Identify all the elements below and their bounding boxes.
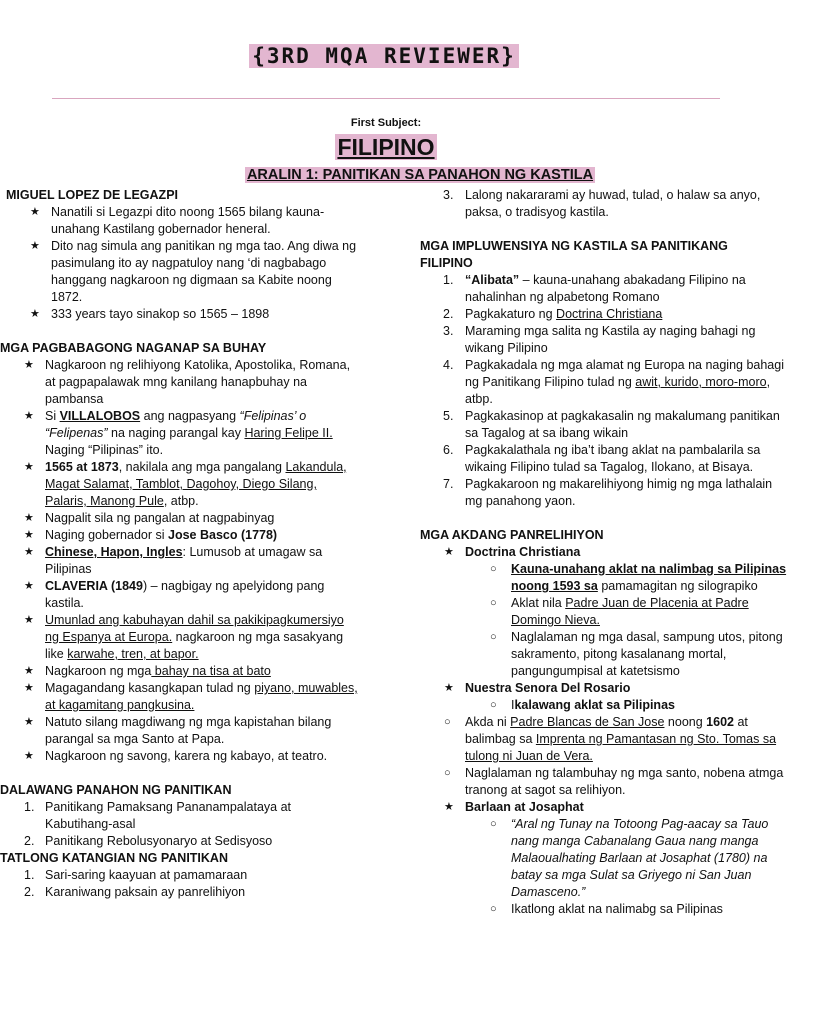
- circle-bullet-icon: ○: [490, 597, 497, 609]
- star-bullet-icon: ★: [444, 801, 454, 813]
- star-bullet-icon: ★: [24, 546, 34, 558]
- list-item: ★ Nagkaroon ng mga bahay na tisa at bato: [24, 664, 271, 678]
- sub-list-item: ○ Kauna-unahang aklat na nalimbag sa Pilipinas noong 1593 sa pamamagitan ng silograpiko: [490, 562, 787, 593]
- list-item: 1. “Alibata” – kauna-unahang abakadang Filipino na nahalinhan ng alpabetong Romano: [443, 273, 746, 304]
- star-bullet-icon: ★: [24, 682, 34, 694]
- sub-list-item: ○ Naglalaman ng talambuhay ng mga santo, nobena atmga tranong at sagot sa relihiyon.: [444, 766, 784, 797]
- list-item: ★ Si VILLALOBOS ang nagpasyang “Felipinas’ o “Felipenas” na naging parangal kay Haring Felipe II. Naging “Pilipinas” ito.: [24, 409, 333, 457]
- list-item: ★ Nanatili si Legazpi dito noong 1565 bilang kauna-unahang Kastilang gobernador heneral.: [30, 205, 325, 236]
- lesson-title: ARALIN 1: PANITIKAN SA PANAHON NG KASTILA: [246, 167, 594, 183]
- sub-list-item: ○ Akda ni Padre Blancas de San Jose noong 1602 at balimbag sa Imprenta ng Pamantasan ng Sto. Tomas sa tulong ni Juan de Vera.: [444, 715, 777, 763]
- list-item: ★ Doctrina Christiana: [444, 545, 581, 559]
- section-heading-dalawang: DALAWANG PANAHON NG PANITIKAN: [0, 783, 232, 797]
- star-bullet-icon: ★: [24, 529, 34, 541]
- list-item: 6. Pagkakalathala ng iba’t ibang aklat na pambalarila sa wikaing Filipino tulad sa Tagalog, Ilokano, at Bisaya.: [443, 443, 761, 474]
- section-heading-legazpi: MIGUEL LOPEZ DE LEGAZPI: [6, 188, 179, 202]
- list-item: 1. Sari-saring kaayuan at pamamaraan: [24, 868, 248, 882]
- section-heading-impluwensiya: MGA IMPLUWENSIYA NG KASTILA SA PANITIKANG FILIPINO: [420, 239, 728, 270]
- subject-title: FILIPINO: [337, 134, 435, 160]
- star-bullet-icon: ★: [24, 665, 34, 677]
- circle-bullet-icon: ○: [490, 563, 497, 575]
- list-item: 4. Pagkakadala ng mga alamat ng Europa na naging bahagi ng Panitikang Filipino tulad ng awit, kurido, moro-moro, atbp.: [443, 358, 784, 406]
- star-bullet-icon: ★: [24, 716, 34, 728]
- star-bullet-icon: ★: [24, 512, 34, 524]
- list-item: ★ Natuto silang magdiwang ng mga kapistahan bilang parangal sa mga Santo at Papa.: [24, 715, 332, 746]
- list-item: 3. Lalong nakararami ay huwad, tulad, o halaw sa anyo, paksa, o tradisyog kastila.: [443, 188, 761, 219]
- star-bullet-icon: ★: [24, 410, 34, 422]
- right-column: [420, 187, 790, 918]
- circle-bullet-icon: ○: [490, 631, 497, 643]
- star-bullet-icon: ★: [30, 308, 40, 320]
- list-item: 7. Pagkakaroon ng makarelihiyong himig ng mga lathalain mg panahong yaon.: [443, 477, 773, 508]
- list-item: 5. Pagkakasinop at pagkakasalin ng makalumang panitikan sa Tagalog at sa ibang wikain: [443, 409, 780, 440]
- list-item: ★ Chinese, Hapon, Ingles: Lumusob at umagaw sa Pilipinas: [24, 545, 323, 576]
- star-bullet-icon: ★: [24, 461, 34, 473]
- list-item: 2. Panitikang Rebolusyonaryo at Sedisyoso: [24, 834, 273, 848]
- list-item: ★ Nagkaroon ng relihiyong Katolika, Apostolika, Romana, at pagpapalawak mng kanilang hanapbuhay na pambansa: [24, 358, 351, 406]
- list-item: ★ Barlaan at Josaphat: [444, 800, 584, 814]
- star-bullet-icon: ★: [24, 359, 34, 371]
- star-bullet-icon: ★: [30, 206, 40, 218]
- section-heading-tatlong: TATLONG KATANGIAN NG PANITIKAN: [0, 851, 228, 865]
- star-bullet-icon: ★: [444, 682, 454, 694]
- first-subject-label: First Subject:: [350, 117, 422, 129]
- list-item: 1. Panitikang Pamaksang Pananampalataya at Kabutihang-asal: [24, 800, 291, 831]
- circle-bullet-icon: ○: [490, 699, 497, 711]
- circle-bullet-icon: ○: [444, 716, 451, 728]
- circle-bullet-icon: ○: [490, 818, 497, 830]
- star-bullet-icon: ★: [24, 580, 34, 592]
- circle-bullet-icon: ○: [444, 767, 451, 779]
- list-item: ★ Naging gobernador si Jose Basco (1778): [24, 528, 278, 542]
- circle-bullet-icon: ○: [490, 903, 497, 915]
- star-bullet-icon: ★: [30, 240, 40, 252]
- divider: [52, 98, 720, 99]
- list-item: ★ 333 years tayo sinakop so 1565 – 1898: [30, 307, 270, 321]
- sub-list-item: ○ Naglalaman ng mga dasal, sampung utos, pitong sakramento, pitong kasalanang mortal, pangungumpisal at katetsismo: [490, 630, 783, 678]
- list-item: ★ CLAVERIA (1849) – nagbigay ng apelyidong pang kastila.: [24, 579, 325, 610]
- star-bullet-icon: ★: [24, 614, 34, 626]
- list-item: 3. Maraming mga salita ng Kastila ay naging bahagi ng wikang Pilipino: [443, 324, 756, 355]
- list-item: 2. Pagkakaturo ng Doctrina Christiana: [443, 307, 663, 321]
- list-item: ★ Nagpalit sila ng pangalan at nagpabinyag: [24, 511, 275, 525]
- list-item: ★ Umunlad ang kabuhayan dahil sa pakikipagkumersiyo ng Espanya at Europa. nagkaroon ng mga sasakyang like karwahe, tren, at bapor.: [24, 613, 344, 661]
- list-item: ★ Nuestra Senora Del Rosario: [444, 681, 631, 695]
- star-bullet-icon: ★: [444, 546, 454, 558]
- list-item: ★ Magagandang kasangkapan tulad ng piyano, muwables, at kagamitang pangkusina.: [24, 681, 358, 712]
- list-item: ★ 1565 at 1873, nakilala ang mga pangalang Lakandula, Magat Salamat, Tamblot, Dagohoy, Diego Silang, Palaris, Manong Pule, atbp.: [24, 460, 347, 508]
- section-heading-pagbabago: MGA PAGBABAGONG NAGANAP SA BUHAY: [0, 341, 267, 355]
- sub-list-item: ○ “Aral ng Tunay na Totoong Pag-aacay sa Tauo nang manga Cabanalang Gaua nang manga Malaoualhating Barlaan at Josaphat (1780) na batay sa mga Sulat sa Griyego ni San Juan Damasceno.”: [490, 817, 769, 899]
- document-title: {3RD MQA REVIEWER}: [0, 44, 768, 68]
- list-item: 2. Karaniwang paksain ay panrelihiyon: [24, 885, 246, 899]
- sub-list-item: ○ Ikatlong aklat na nalimabg sa Pilipinas: [490, 902, 723, 916]
- star-bullet-icon: ★: [24, 750, 34, 762]
- sub-list-item: ○ Ikalawang aklat sa Pilipinas: [490, 698, 675, 712]
- sub-list-item: ○ Aklat nila Padre Juan de Placenia at Padre Domingo Nieva.: [490, 596, 749, 627]
- list-item: ★ Nagkaroon ng savong, karera ng kabayo, at teatro.: [24, 749, 328, 763]
- left-column: [0, 187, 360, 901]
- list-item: ★ Dito nag simula ang panitikan ng mga tao. Ang diwa ng pasimulang ito ay nagpatuloy nang ‘di nagbabago hanggang nagkaroon ng digmaan sa Kabite noong 1872.: [30, 239, 357, 304]
- section-heading-akdang: MGA AKDANG PANRELIHIYON: [420, 528, 604, 542]
